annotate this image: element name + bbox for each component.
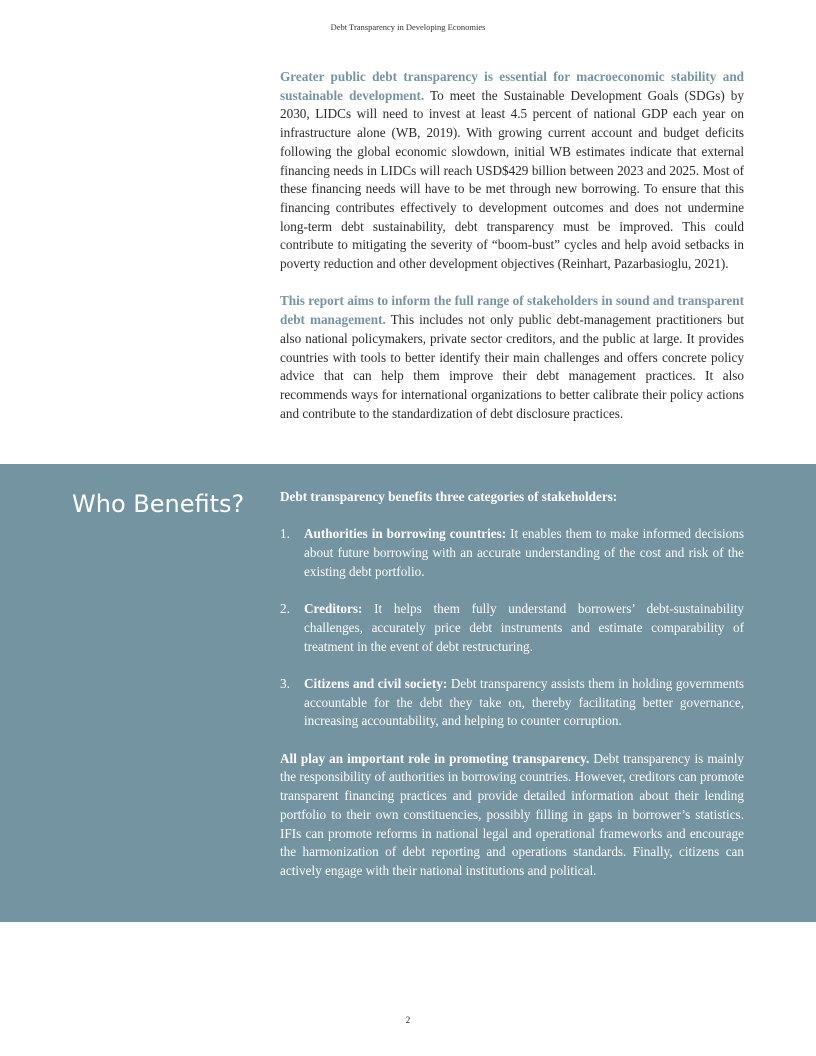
- item-lead: Authorities in borrowing countries:: [304, 526, 507, 542]
- intro-paragraph-2: [280, 292, 744, 423]
- item-body: It enables them to make informed decisions about future borrowing with an accurate understanding of the cost and risk of the existing debt portfolio.: [304, 526, 744, 579]
- list-item: [280, 600, 744, 656]
- intro-paragraph-1: [280, 68, 744, 274]
- paragraph-body: Debt transparency is mainly the responsibility of authorities in borrowing countries. However, creditors can promote transparent financing practices and provide detailed information about their lending portfolio to their own constituencies, possibly filling in gaps in borrower’s statistics. IFIs can promote reforms in national legal and operational frameworks and encourage the harmonization of debt reporting and operations standards. Finally, citizens can actively engage with their national institutions and political.: [280, 750, 744, 878]
- paragraph-body: This includes not only public debt-management practitioners but also national policymakers, private sector creditors, and the public at large. It provides countries with tools to better identify their main challenges and offers concrete policy advice that can help them improve their debt management practices. It also recommends ways for international organizations to better calibrate their policy actions and contribute to the standardization of debt disclosure practices.: [280, 312, 744, 421]
- item-body: Debt transparency assists them in holding governments accountable for the debt they take on, thereby facilitating better governance, increasing accountability, and helping to counter corruption.: [304, 675, 744, 729]
- item-body: It helps them fully understand borrowers’ debt-sustainability challenges, accurately price debt instruments and estimate comparability of treatment in the event of debt restructuring.: [304, 601, 744, 654]
- benefits-content: [280, 488, 744, 899]
- paragraph-lead: This report aims to inform the full range of stakeholders in sound and transparent debt management.: [280, 293, 744, 328]
- list-item: [280, 675, 744, 731]
- running-header: Debt Transparency in Developing Economies: [330, 22, 486, 32]
- intro-section: [280, 68, 744, 442]
- list-number: 2.: [280, 601, 290, 617]
- list-item: [280, 525, 744, 581]
- paragraph-body: To meet the Sustainable Development Goals (SDGs) by 2030, LIDCs will need to invest at least 4.5 percent of national GDP each year on infrastructure alone (WB, 2019). With growing current account and budget deficits following the global economic slowdown, initial WB estimates indicate that external financing needs in LIDCs will reach USD$429 billion between 2023 and 2025. Most of these financing needs will have to be met through new borrowing. To ensure that this financing contributes effectively to development outcomes and does not undermine long-term debt sustainability, debt transparency must be improved. This could contribute to mitigating the severity of “boom-bust” cycles and help avoid setbacks in poverty reduction and other development objectives (Reinhart, Pazarbasioglu, 2021).: [280, 87, 744, 272]
- stakeholder-list: [280, 525, 744, 731]
- benefits-intro: Debt transparency benefits three categories of stakeholders:: [280, 489, 618, 504]
- section-title: Who Benefits?: [72, 490, 245, 518]
- page-number: 2: [405, 1015, 411, 1025]
- paragraph-lead: All play an important role in promoting transparency.: [280, 750, 590, 766]
- closing-paragraph: [280, 750, 744, 881]
- who-benefits-band: [0, 464, 816, 922]
- item-lead: Creditors:: [304, 601, 363, 617]
- list-number: 3.: [280, 675, 290, 691]
- paragraph-lead: Greater public debt transparency is essential for macroeconomic stability and sustainable development.: [280, 69, 744, 103]
- list-number: 1.: [280, 526, 290, 542]
- item-lead: Citizens and civil society:: [304, 675, 448, 691]
